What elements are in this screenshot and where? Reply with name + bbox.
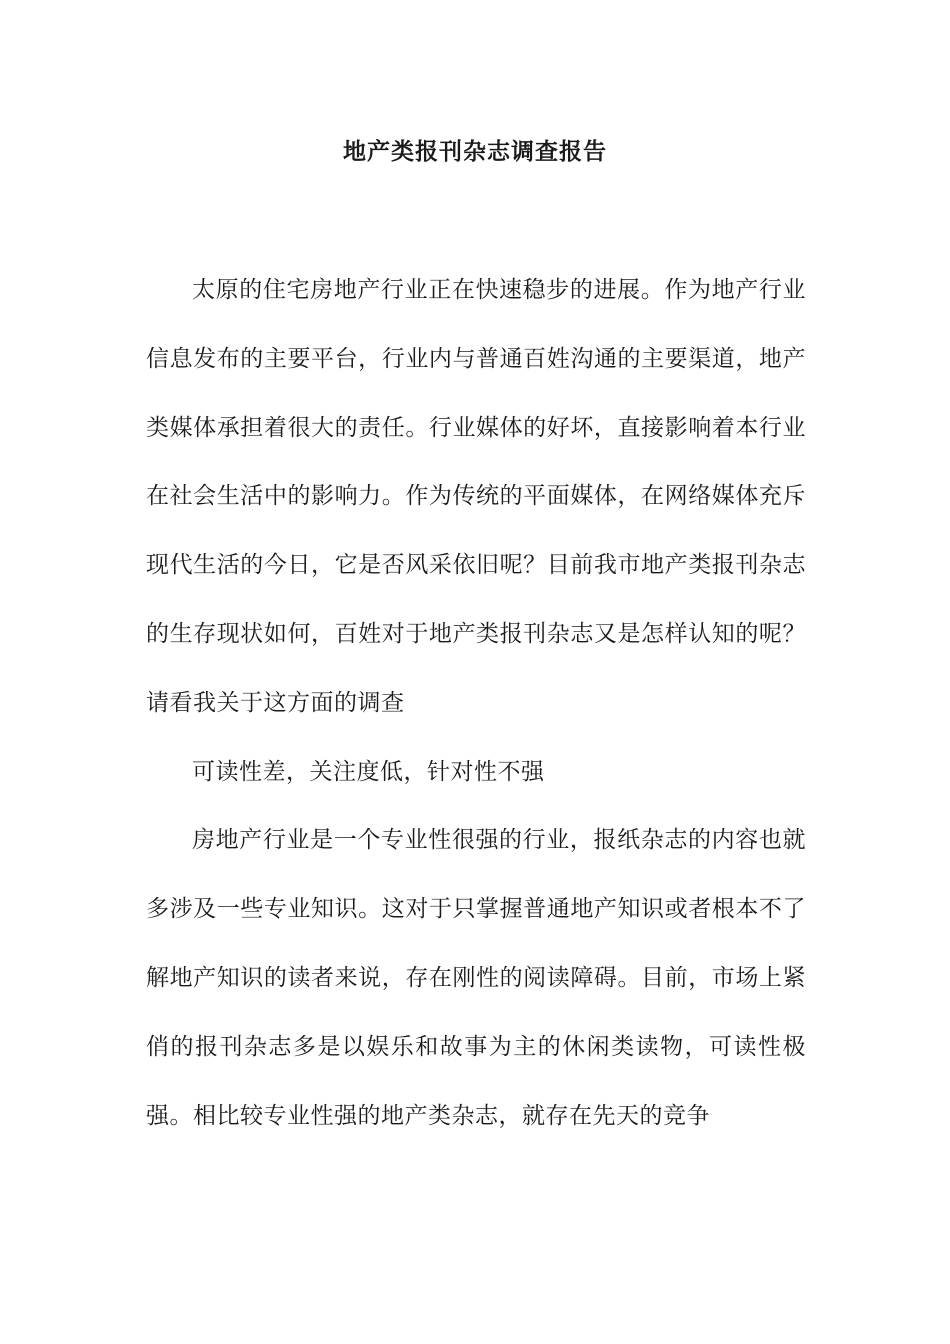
document-title: 地产类报刊杂志调查报告 [343, 138, 607, 165]
section-heading: 可读性差，关注度低，针对性不强 [192, 758, 545, 785]
paragraph-readability: 房地产行业是一个专业性很强的行业，报纸杂志的内容也就多涉及一些专业知识。这对于只掌握普通地产知识或者根本不了解地产知识的读者来说，存在刚性的阅读障碍。目前，市场上紧俏的报刊杂志多是以娱乐和故事为主的休闲类读物，可读性极强。相比较专业性强的地产类杂志，就存在先天的竞争 [146, 827, 806, 1129]
paragraph-intro: 太原的住宅房地产行业正在快速稳步的进展。作为地产行业信息发布的主要平台，行业内与普通百姓沟通的主要渠道，地产类媒体承担着很大的责任。行业媒体的好坏，直接影响着本行业在社会生活中的影响力。作为传统的平面媒体，在网络媒体充斥现代生活的今日，它是否风采依旧呢？目前我市地产类报刊杂志的生存现状如何，百姓对于地产类报刊杂志又是怎样认知的呢？请看我关于这方面的调查 [146, 277, 806, 716]
document-body [146, 256, 806, 1150]
